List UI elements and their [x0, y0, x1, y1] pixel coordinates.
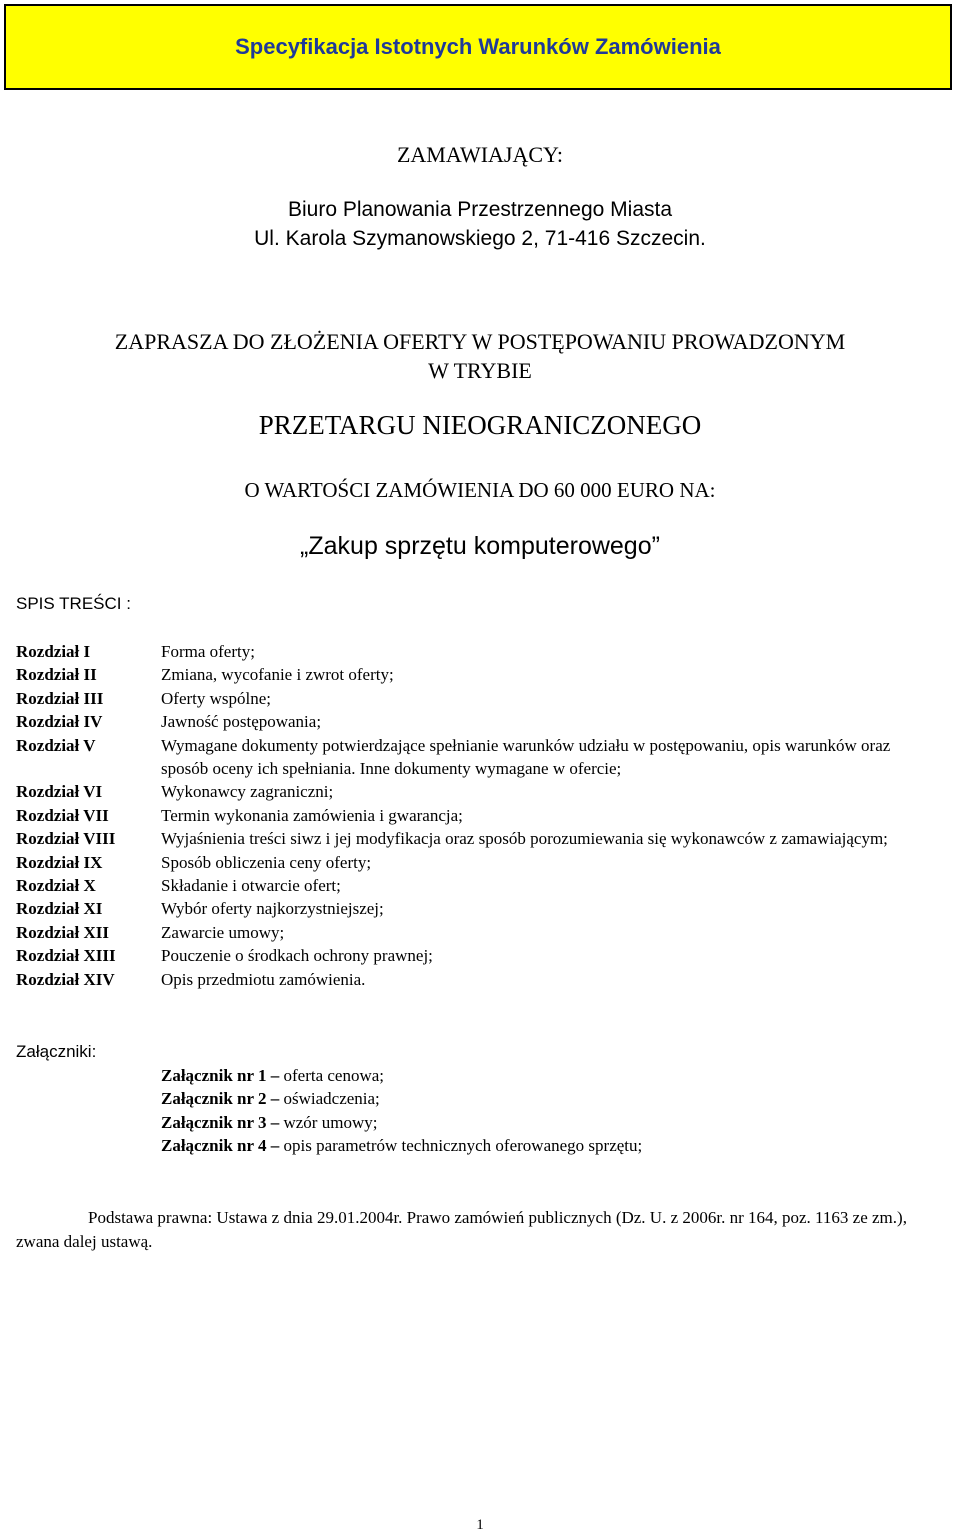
page-number: 1: [476, 1517, 484, 1533]
attachment-description: opis parametrów technicznych oferowanego sprzętu;: [283, 1136, 643, 1156]
attachment-dash: –: [270, 1066, 280, 1085]
toc-item-title: Termin wykonania zamówienia i gwarancja;: [161, 805, 463, 825]
toc-item-title: Wykonawcy zagraniczni;: [161, 782, 334, 802]
attachment-item: [161, 1111, 941, 1134]
toc-item-title: Wybór oferty najkorzystniejszej;: [161, 899, 384, 919]
toc-item-title: Zawarcie umowy;: [161, 922, 285, 942]
toc-item-number: Rozdział VIII: [16, 829, 116, 849]
toc-item: [16, 780, 936, 803]
document-title: Specyfikacja Istotnych Warunków Zamówienia: [235, 34, 721, 59]
toc-item-title: Oferty wspólne;: [161, 688, 272, 708]
toc-item-number: Rozdział VI: [16, 782, 103, 802]
toc-item: [16, 897, 936, 920]
attachment-dash: –: [270, 1136, 280, 1156]
toc-item: [16, 874, 936, 897]
toc-item: [16, 640, 936, 663]
order-value: O WARTOŚCI ZAMÓWIENIA DO 60 000 EURO NA:: [244, 478, 716, 502]
attachment-description: wzór umowy;: [283, 1112, 378, 1132]
attachment-item: [161, 1087, 941, 1110]
toc-item-title: Sposób obliczenia ceny oferty;: [161, 852, 372, 872]
toc-item-title: Zmiana, wycofanie i zwrot oferty;: [161, 665, 394, 685]
buyer-address: Ul. Karola Szymanowskiego 2, 71-416 Szczecin.: [254, 227, 706, 250]
attachment-label: Załącznik nr 4: [161, 1136, 267, 1156]
buyer-label: ZAMAWIAJĄCY:: [396, 142, 564, 167]
toc-item-number: Rozdział IX: [16, 852, 103, 872]
procedure-type: PRZETARGU NIEOGRANICZONEGO: [258, 410, 702, 440]
toc-item: [16, 827, 936, 850]
toc-item-title: Jawność postępowania;: [161, 712, 322, 732]
toc-item-number: Rozdział II: [16, 665, 97, 685]
toc-item-number: Rozdział XIII: [16, 946, 116, 966]
toc-item-number: Rozdział VII: [16, 805, 109, 825]
toc-item-title: Pouczenie o środkach ochrony prawnej;: [161, 946, 433, 966]
toc-item: [16, 804, 936, 827]
toc-item: [16, 851, 936, 874]
attachment-item: [161, 1134, 941, 1157]
toc-item-number: Rozdział V: [16, 735, 96, 755]
table-of-contents: [16, 640, 936, 991]
toc-item-title: Opis przedmiotu zamówienia.: [161, 969, 366, 989]
attachment-description: oferta cenowa;: [283, 1066, 385, 1085]
title-banner: [4, 4, 952, 90]
toc-item-title: Wyjaśnienia treści siwz i jej modyfikacja oraz sposób porozumiewania się wykonawców z zamawiającym;: [161, 829, 888, 849]
toc-item-title: Wymagane dokumenty potwierdzające spełnianie warunków udziału w postępowaniu, opis warunków oraz sposób oceny ich spełniania. Inne dokumenty wymagane w ofercie;: [161, 735, 891, 779]
attachments-list: [161, 1064, 941, 1158]
toc-item-number: Rozdział IV: [16, 712, 103, 732]
attachment-dash: –: [270, 1112, 280, 1132]
toc-item: [16, 710, 936, 733]
attachment-item: [161, 1064, 941, 1087]
toc-item: [16, 734, 936, 781]
toc-heading: SPIS TREŚCI :: [16, 594, 131, 613]
invitation-line-2: W TRYBIE: [428, 358, 532, 383]
attachments-heading: Załączniki:: [16, 1042, 97, 1061]
toc-item-number: Rozdział XII: [16, 922, 110, 942]
toc-item-title: Forma oferty;: [161, 642, 255, 661]
attachment-dash: –: [270, 1089, 280, 1109]
invitation-block: [0, 327, 960, 385]
toc-item: [16, 687, 936, 710]
attachment-label: Załącznik nr 2: [161, 1089, 267, 1109]
attachment-description: oświadczenia;: [283, 1089, 380, 1109]
toc-item: [16, 921, 936, 944]
order-subject: „Zakup sprzętu komputerowego”: [300, 532, 660, 560]
buyer-block: [0, 195, 960, 253]
invitation-line-1: ZAPRASZA DO ZŁOŻENIA OFERTY W POSTĘPOWANIU PROWADZONYM: [114, 329, 846, 354]
toc-item: [16, 663, 936, 686]
legal-basis: Podstawa prawna: Ustawa z dnia 29.01.2004r. Prawo zamówień publicznych (Dz. U. z 2006r. nr 164, poz. 1163 ze zm.), zwana dalej ustawą.: [16, 1208, 907, 1251]
toc-item: [16, 944, 936, 967]
buyer-name: Biuro Planowania Przestrzennego Miasta: [287, 198, 673, 221]
toc-item-number: Rozdział XIV: [16, 969, 115, 989]
attachment-label: Załącznik nr 1: [161, 1066, 267, 1085]
attachment-label: Załącznik nr 3: [161, 1112, 267, 1132]
toc-item: [16, 968, 936, 991]
toc-item-number: Rozdział III: [16, 688, 104, 708]
toc-item-number: Rozdział XI: [16, 899, 103, 919]
toc-item-number: Rozdział X: [16, 876, 96, 896]
toc-item-title: Składanie i otwarcie ofert;: [161, 876, 341, 896]
toc-item-number: Rozdział I: [16, 642, 91, 661]
